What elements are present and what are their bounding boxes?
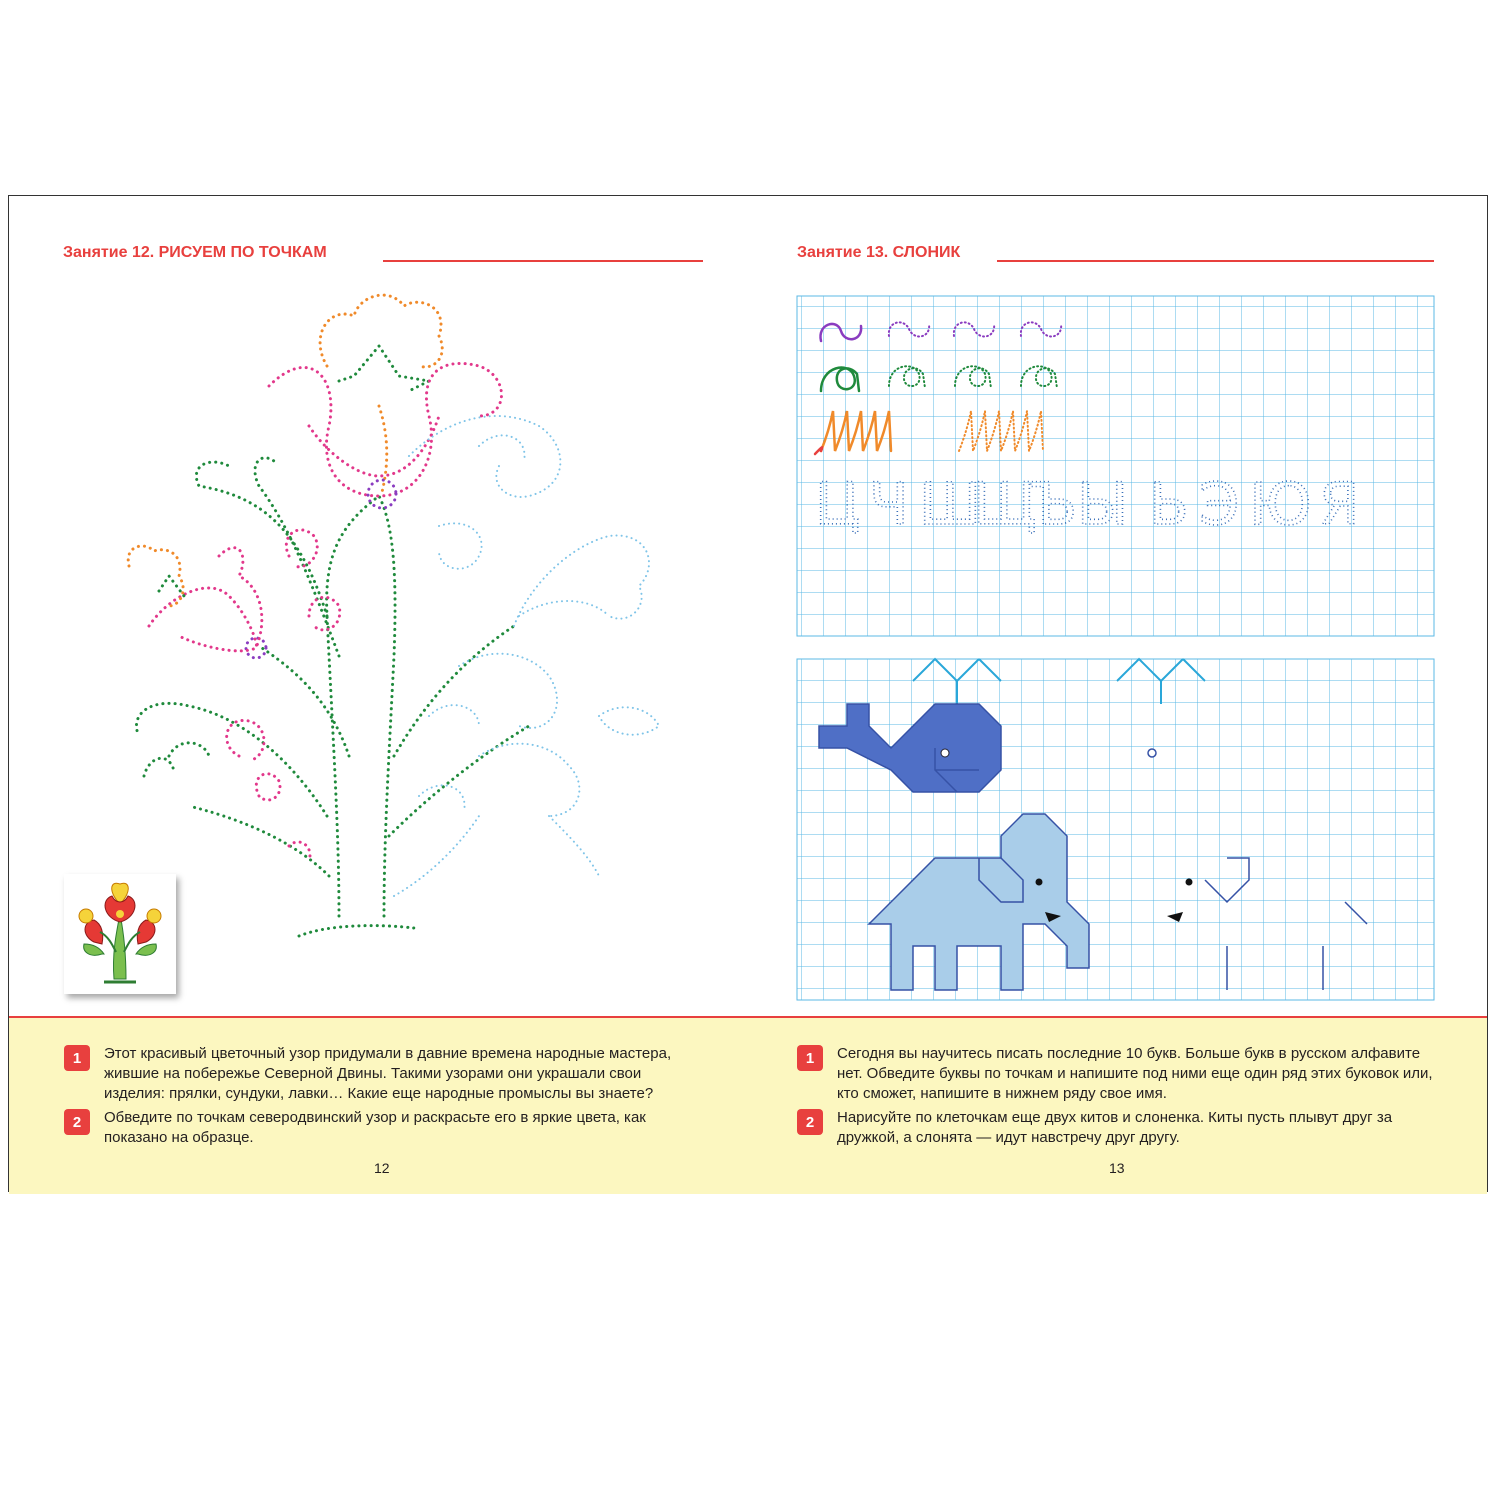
- lesson-12-heading: Занятие 12. РИСУЕМ ПО ТОЧКАМ: [63, 244, 327, 261]
- left-task-1: [64, 1044, 684, 1104]
- task-number-badge: 1: [797, 1045, 823, 1071]
- letter-3: Щ: [973, 470, 1037, 538]
- right-task-1: [797, 1044, 1437, 1104]
- left-task-2: [64, 1108, 684, 1148]
- lesson-13-heading: Занятие 13. СЛОНИК: [797, 244, 961, 261]
- letter-2: Ш: [919, 470, 982, 538]
- instructions-footer: [9, 1016, 1487, 1194]
- page-number-left: 12: [374, 1160, 390, 1176]
- letter-0: Ц: [815, 470, 861, 538]
- letter-8: Ю: [1249, 470, 1312, 538]
- dotted-letters: [815, 470, 1359, 538]
- letter-1: Ч: [869, 470, 909, 538]
- task-text: Обведите по точкам северодвинский узор и раскрасьте его в яркие цвета, как показано на образце.: [104, 1109, 646, 1146]
- dotted-tree-pattern[interactable]: [128, 295, 659, 936]
- artwork-layer: [9, 196, 1487, 1016]
- task-number-badge: 2: [64, 1109, 90, 1135]
- task-text: Нарисуйте по клеточкам еще двух китов и слоненка. Киты пусть плывут друг за дружкой, а слонята — идут навстречу друг другу.: [837, 1109, 1393, 1146]
- letter-7: Э: [1199, 470, 1240, 538]
- task-number-badge: 2: [797, 1109, 823, 1135]
- letter-9: Я: [1319, 470, 1360, 538]
- folk-flower-sample: [64, 874, 176, 994]
- letters-grid[interactable]: [797, 296, 1434, 636]
- letter-4: Ъ: [1029, 470, 1078, 538]
- page-number-right: 13: [1109, 1160, 1125, 1176]
- whale-eye-outline: [1148, 749, 1156, 757]
- colored-sample-image: [64, 874, 176, 994]
- letter-6: Ь: [1149, 470, 1189, 538]
- right-task-2: [797, 1108, 1437, 1148]
- task-number-badge: 1: [64, 1045, 90, 1071]
- task-text: Сегодня вы научитесь писать последние 10 букв. Больше букв в русском алфавите нет. Обведите буквы по точкам и напишите под ними еще один ряд этих буковок или, кто сможет, напишите в нижнем ряду свое имя.: [837, 1045, 1433, 1102]
- letter-5: Ы: [1077, 470, 1129, 538]
- task-text: Этот красивый цветочный узор придумали в давние времена народные мастера, жившие на побережье Северной Двины. Такими узорами они украшали свои изделия: прялки, сундуки, лавки… Какие еще народные промыслы вы знаете?: [104, 1045, 672, 1102]
- book-spread: [8, 195, 1488, 1192]
